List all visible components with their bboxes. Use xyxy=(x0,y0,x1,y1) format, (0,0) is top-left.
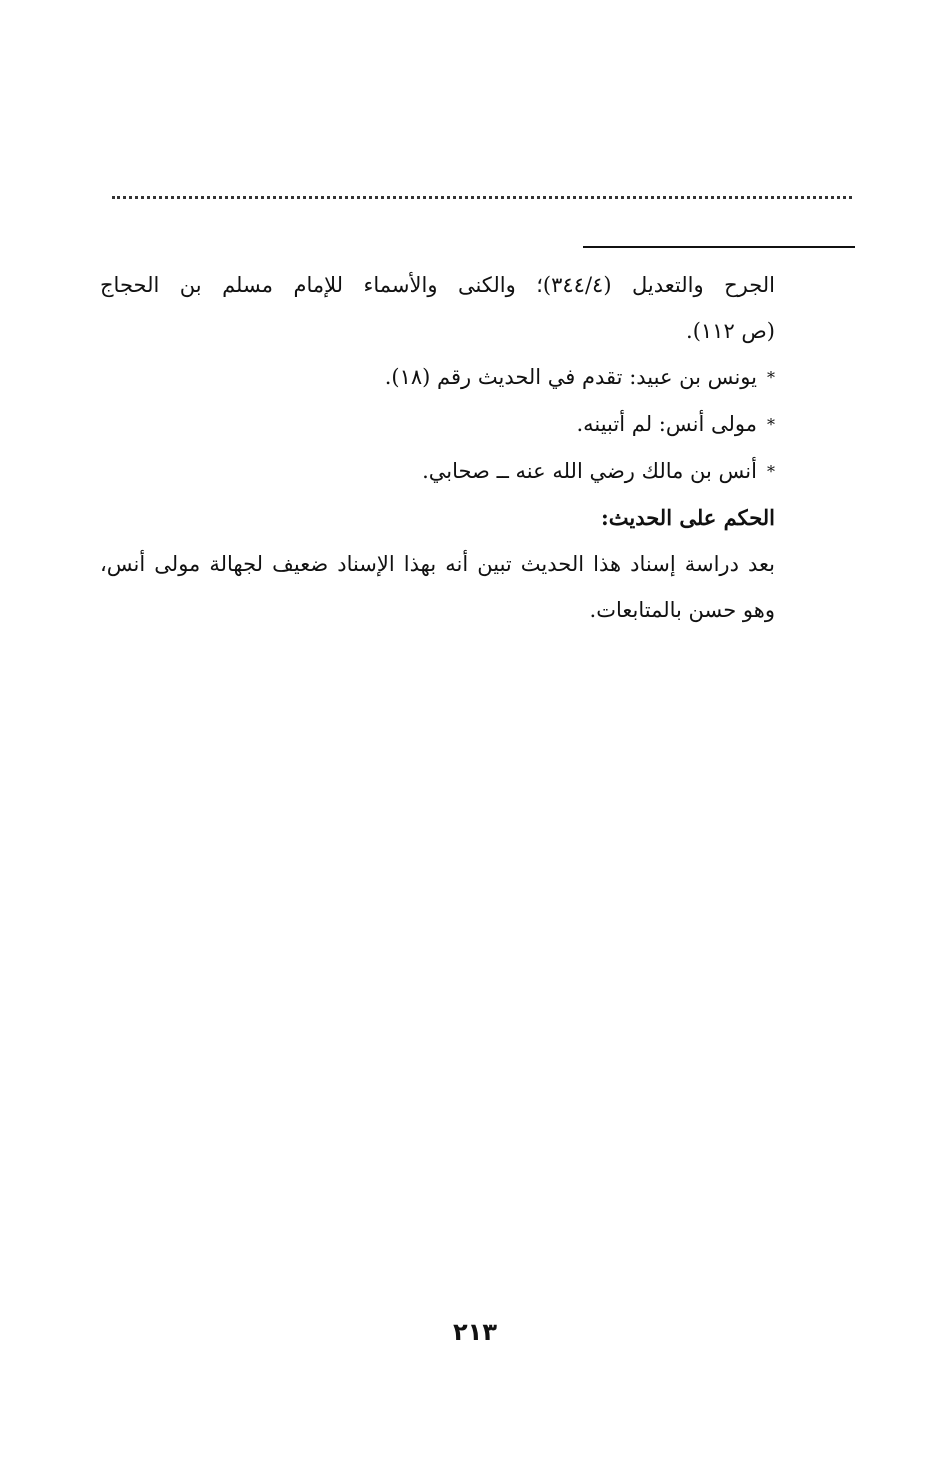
footnote-rule xyxy=(583,246,855,248)
footnote-line-2: (ص ١١٢). xyxy=(686,319,775,343)
narrator-text: مولى أنس: لم أتبينه. xyxy=(576,412,757,436)
ruling-line-2: وهو حسن بالمتابعات. xyxy=(589,598,775,622)
ruling-heading: الحكم على الحديث: xyxy=(601,505,775,530)
ruling-line-1: بعد دراسة إسناد هذا الحديث تبين أنه بهذا الإسناد ضعيف لجهالة مولى أنس، xyxy=(100,552,775,576)
footnote-line-1: الجرح والتعديل (٣٤٤/٤)؛ والكنى والأسماء للإمام مسلم بن الحجاج xyxy=(100,273,775,297)
narrator-item-3 xyxy=(100,448,775,495)
narrator-item-2 xyxy=(100,401,775,448)
page-body xyxy=(100,262,775,633)
page-number: ٢١٣ xyxy=(453,1318,497,1346)
dotted-separator xyxy=(112,196,852,199)
asterisk-icon: * xyxy=(767,415,775,434)
narrator-item-1 xyxy=(100,354,775,401)
narrator-text: أنس بن مالك رضي الله عنه ــ صحابي. xyxy=(422,459,757,483)
asterisk-icon: * xyxy=(767,368,775,387)
asterisk-icon: * xyxy=(767,462,775,481)
narrator-text: يونس بن عبيد: تقدم في الحديث رقم (١٨). xyxy=(384,365,757,389)
